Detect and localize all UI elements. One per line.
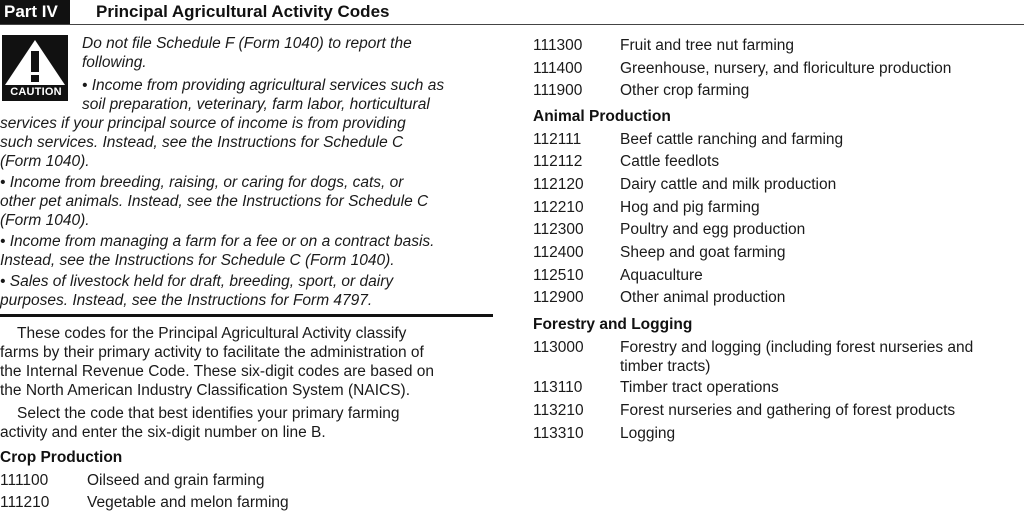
code-row [533,243,1023,262]
activity-description: Beef cattle ranching and farming [620,131,844,148]
code-row [533,338,1023,376]
activity-code: 112111 [533,131,582,148]
code-row [533,59,1023,78]
activity-description: Other animal production [620,289,786,306]
caution-bullet-line: purposes. Instead, see the Instructions for Form 4797. [0,292,373,309]
code-row [533,288,1023,307]
activity-code: 113210 [533,402,584,419]
caution-bullet-line: other pet animals. Instead, see the Instructions for Schedule C [0,193,429,210]
caution-bullet-line: • Income from breeding, raising, or caring for dogs, cats, or [0,174,404,191]
activity-description: Forest nurseries and gathering of forest products [620,402,956,419]
intro-line: the Internal Revenue Code. These six-digit codes are based on [0,363,434,380]
activity-code: 112120 [533,176,584,193]
caution-bullet-1-head [82,76,502,114]
intro-line: the North American Industry Classification System (NAICS). [0,382,411,399]
caution-bullet-line: soil preparation, veterinary, farm labor, horticultural [82,96,430,113]
activity-code: 112210 [533,199,584,216]
intro-paragraph-2 [0,404,500,442]
part-number-label: Part IV [0,0,70,24]
caution-bullet-line: such services. Instead, see the Instructions for Schedule C [0,134,404,151]
code-row [0,493,500,512]
activity-code: 112400 [533,244,584,261]
caution-bullet-1-tail [0,114,500,171]
caution-bullet-line: • Income from providing agricultural services such as [82,77,445,94]
activity-description: Poultry and egg production [620,221,806,238]
caution-icon [2,35,68,101]
code-row [533,378,1023,397]
code-row [533,424,1023,443]
code-row [533,152,1023,171]
activity-description: Logging [620,425,676,442]
caution-intro-line: Do not file Schedule F (Form 1040) to report the [82,35,412,52]
activity-code: 111900 [533,82,583,99]
activity-code: 112300 [533,221,584,238]
intro-line: activity and enter the six-digit number on line B. [0,424,326,441]
intro-line: These codes for the Principal Agricultural Activity classify [17,325,407,342]
caution-bullet-line: services if your principal source of income is from providing [0,115,406,132]
part-title: Principal Agricultural Activity Codes [96,2,390,21]
activity-code: 113310 [533,425,584,442]
activity-code: 111210 [0,494,50,511]
activity-description: Hog and pig farming [620,199,760,216]
caution-intro-line: following. [82,54,147,71]
activity-code: 112112 [533,153,583,170]
caution-bullet-2 [0,173,500,230]
activity-description-continued: timber tracts) [620,358,711,375]
code-row [533,175,1023,194]
caution-bullet-line: • Income from managing a farm for a fee or on a contract basis. [0,233,435,250]
activity-description: Vegetable and melon farming [87,494,289,511]
code-row [533,130,1023,149]
activity-code: 111300 [533,37,583,54]
code-row [533,36,1023,55]
activity-code: 112510 [533,267,584,284]
activity-description: Greenhouse, nursery, and floriculture production [620,60,952,77]
activity-code: 112900 [533,289,584,306]
intro-line: farms by their primary activity to facilitate the administration of [0,344,424,361]
activity-description: Cattle feedlots [620,153,720,170]
caution-divider [0,314,493,317]
activity-code: 113110 [533,379,583,396]
intro-line: Select the code that best identifies your primary farming [17,405,400,422]
caution-intro [82,34,502,72]
activity-code: 111400 [533,60,583,77]
caution-bullet-3 [0,232,500,270]
caution-bullet-line: Instead, see the Instructions for Schedule C (Form 1040). [0,252,395,269]
part-header [0,0,1024,25]
intro-paragraph-1 [0,324,500,400]
caution-bullet-line: • Sales of livestock held for draft, breeding, sport, or dairy [0,273,394,290]
section-heading-crop-production: Crop Production [0,449,123,466]
section-heading-forestry-and-logging: Forestry and Logging [533,316,693,333]
code-row [0,471,500,490]
code-row [533,401,1023,420]
activity-description: Sheep and goat farming [620,244,786,261]
code-row [533,266,1023,285]
caution-label: CAUTION [10,86,62,98]
activity-description: Other crop farming [620,82,750,99]
activity-description: Forestry and logging (including forest nurseries and [620,339,974,356]
activity-description: Aquaculture [620,267,703,284]
section-heading-animal-production: Animal Production [533,108,671,125]
code-row [533,198,1023,217]
caution-bullet-4 [0,272,500,310]
warning-triangle-icon [2,37,68,87]
caution-bullet-line: (Form 1040). [0,212,90,229]
activity-description: Timber tract operations [620,379,779,396]
code-row [533,81,1023,100]
activity-description: Fruit and tree nut farming [620,37,795,54]
activity-description: Oilseed and grain farming [87,472,265,489]
activity-code: 111100 [0,472,49,489]
caution-bullet-line: (Form 1040). [0,153,90,170]
code-row [533,220,1023,239]
activity-description: Dairy cattle and milk production [620,176,837,193]
activity-code: 113000 [533,339,584,356]
